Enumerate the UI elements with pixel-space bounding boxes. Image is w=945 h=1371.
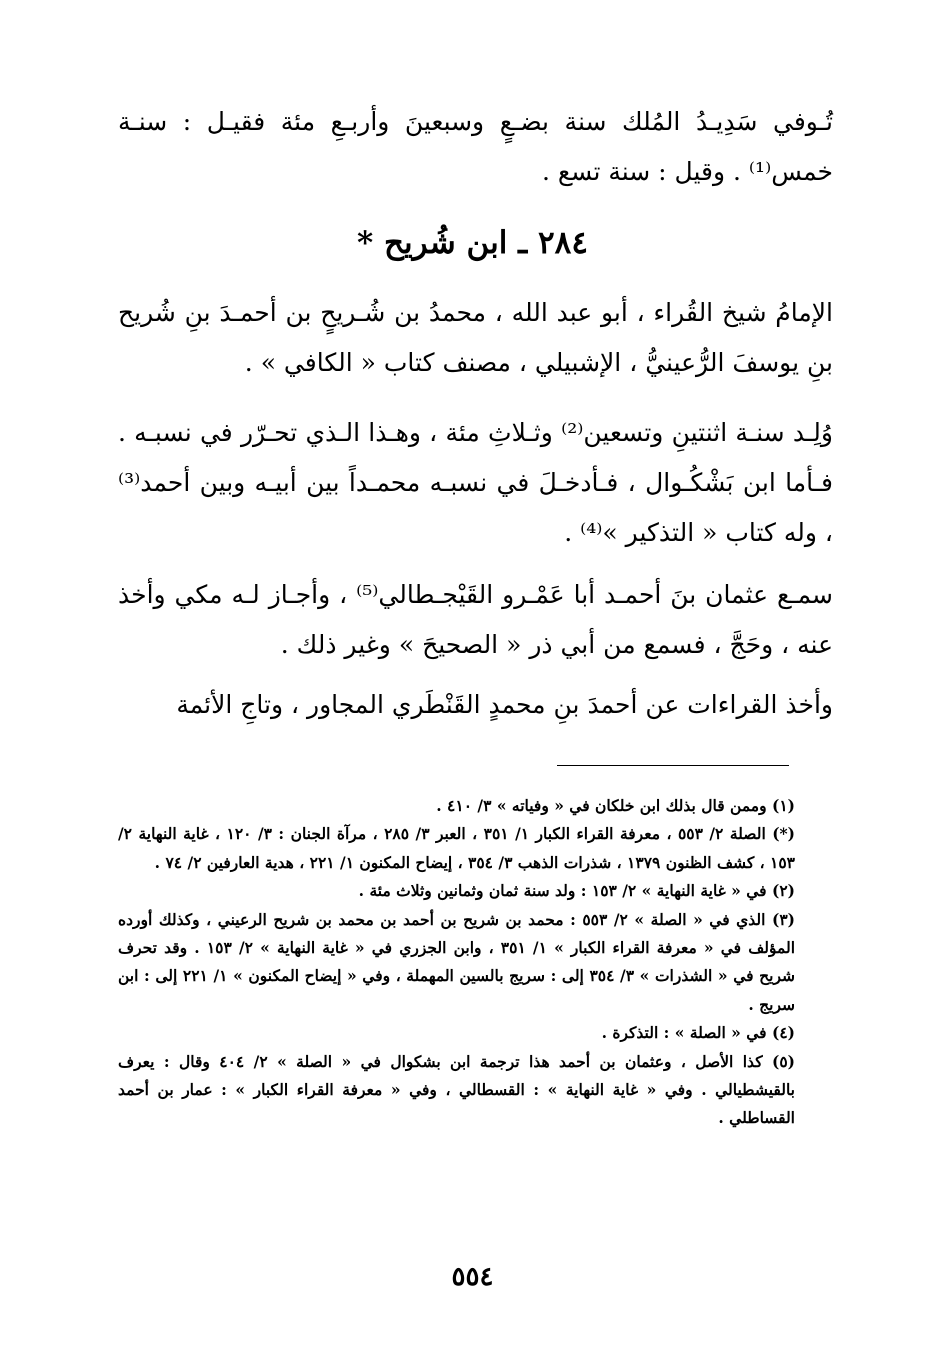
footnote-3: (٣) الذي في « الصلة » ٢/ ٥٥٣ : محمد بن شريح بن أحمد بن محمد بن شريح الرعيني ، وكذلك أورده المؤلف في « معرفة القراء الكبار » ١/ ٣٥١ ، وابن الجزري في « غاية النهاية » ٢/ ١٥٣ . وقد تحرف شريح في « الشذرات » ٣/ ٣٥٤ إلى : سريج بالسين المهملة ، وفي « إيضاح المكنون » ١/ ٢٢١ إلى : ابن سريج . bbox=[118, 909, 796, 1014]
paragraph-name-lineage: الإمامُ شيخ القُراء ، أبو عبد الله ، محمدُ بن شُـريحٍ بن أحمـدَ بنِ شُريح بنِ يوسفَ الرُّعينيُّ ، الإشبيلي ، مصنف كتاب « الكافي » . bbox=[118, 298, 833, 377]
footnotes-section bbox=[118, 792, 795, 1133]
paragraph-readings: وأخذ القراءات عن أحمدَ بنِ محمدٍ القَنْطَري المجاور ، وتاجِ الأئمة bbox=[176, 690, 833, 719]
footnote-2: (٢) في « غاية النهاية » ٢/ ١٥٣ : ولد سنة ثمان وثمانين وثلاث مئة . bbox=[358, 881, 795, 901]
paragraph-teachers: سمـع عثمان بنَ أحمـد أبا عَمْـرو القَيْجـطالي⁽⁵⁾ ، وأجـاز لـه مكي وأخذ عنه ، وحَجَّ ، فسمع من أبي ذر « الصحيحَ » وغير ذلك . bbox=[118, 580, 833, 659]
paragraph-death-note: تُـوفي سَدِيـدُ المُلك سنة بضـعٍ وسبعينَ وأربـعِ مئة فقيـل : سنـة خمس⁽¹⁾ . وقيل : سنة تسع . bbox=[118, 107, 833, 186]
page-number: ٥٥٤ bbox=[451, 1262, 494, 1292]
entry-heading: ٢٨٤ ـ ابن شُريح * bbox=[357, 225, 588, 261]
footnote-1: (١) وممن قال بذلك ابن خلكان في « وفياته » ٣/ ٤١٠ . bbox=[436, 796, 795, 815]
footnote-5: (٥) كذا الأصل ، وعثمان بن أحمد هذا ترجمة ابن بشكوال في « الصلة » ٢/ ٤٠٤ وقال : يعرف بالقيشطيالي . وفي « غاية النهاية » : القسطالي ، وفي « معرفة القراء الكبار » : عمار بن أحمد القساطلي . bbox=[118, 1051, 795, 1128]
paragraph-birth-lineage: وُلِـد سنـة اثنتينِ وتسعين⁽²⁾ وثـلاثِ مئة ، وهـذا الـذي تحـرّر في نسبـه . فـأما ابن بَشْكُـوال ، فـأدخـلَ في نسبـه محمـداً بين أبيـه وبين أحمد⁽³⁾ ، وله كتاب « التذكير »⁽⁴⁾ . bbox=[118, 418, 834, 547]
footnote-separator bbox=[557, 765, 789, 766]
footnote-sources: (*) الصلة ٢/ ٥٥٣ ، معرفة القراء الكبار ١/ ٣٥١ ، العبر ٣/ ٢٨٥ ، مرآة الجنان : ٣/ ١٢٠ ، غاية النهاية ٢/ ١٥٣ ، كشف الظنون ١٣٧٩ ، شذرات الذهب ٣/ ٣٥٤ ، إيضاح المكنون ١/ ٢٢١ ، هدية العارفين ٢/ ٧٤ . bbox=[118, 824, 795, 872]
footnote-4: (٤) في « الصلة » : التذكرة . bbox=[601, 1023, 795, 1043]
